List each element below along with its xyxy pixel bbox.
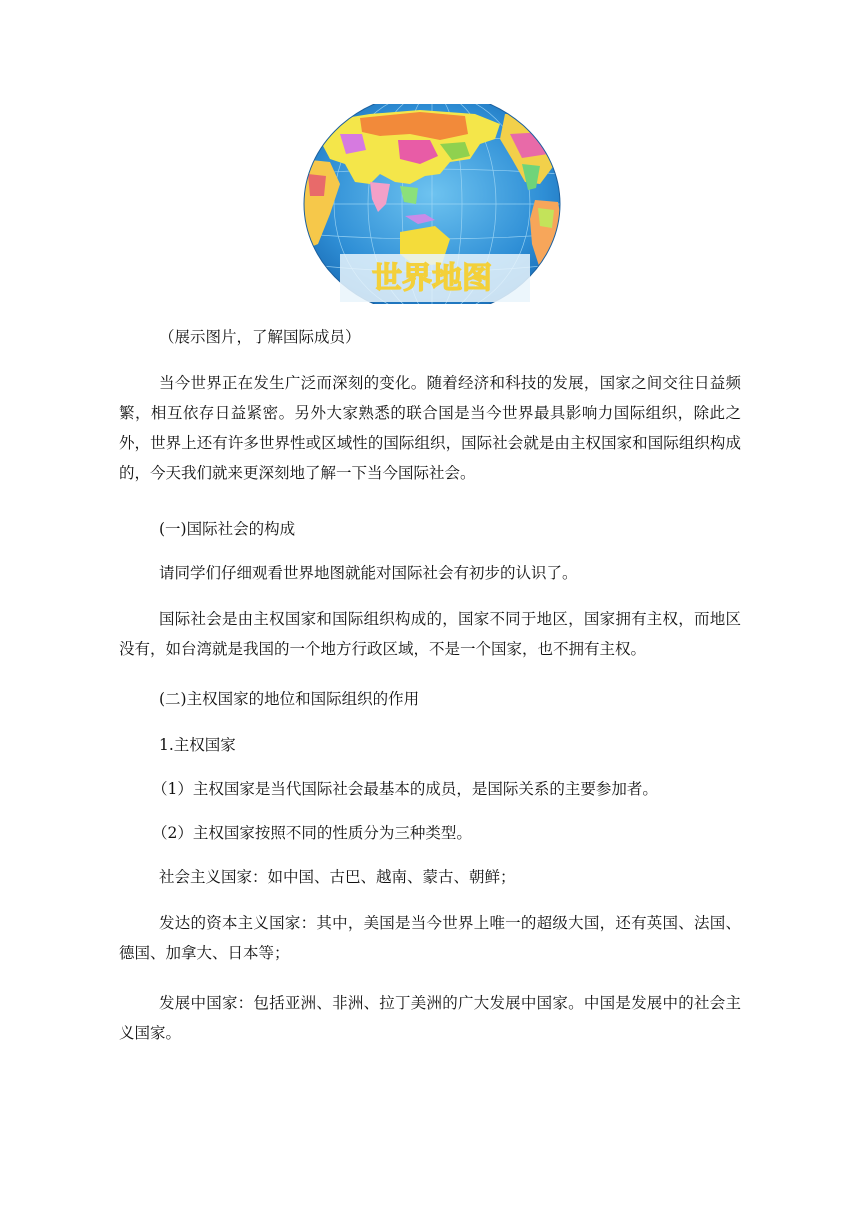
- section-heading-status: (二)主权国家的地位和国际组织的作用: [159, 690, 420, 708]
- point-2: （2）主权国家按照不同的性质分为三种类型。: [152, 824, 472, 842]
- section-heading-composition: (一)国际社会的构成: [159, 520, 296, 538]
- world-map-globe-icon: [300, 104, 564, 304]
- socialist-countries: 社会主义国家：如中国、古巴、越南、蒙古、朝鲜；: [159, 868, 516, 886]
- sub-heading-sovereign-state: 1.主权国家: [159, 736, 236, 754]
- figure-caption: （展示图片，了解国际成员）: [159, 328, 361, 346]
- intro-paragraph: 当今世界正在发生广泛而深刻的变化。随着经济和科技的发展，国家之间交往日益频繁，相互依存日益紧密。另外大家熟悉的联合国是当今世界最具影响力国际组织，除此之外，世界上还有许多世界性或区域性的国际组织，国际社会就是由主权国家和国际组织构成的，今天我们就来更深刻地了解一下当今国际社会。: [119, 374, 741, 482]
- capitalist-countries: 发达的资本主义国家：其中，美国是当今世界上唯一的超级大国，还有英国、法国、德国、加拿大、日本等；: [119, 914, 741, 962]
- developing-countries: 发展中国家：包括亚洲、非洲、拉丁美洲的广大发展中国家。中国是发展中的社会主义国家。: [119, 994, 741, 1042]
- world-map-image: [300, 104, 564, 304]
- map-title-art: 世界地图: [372, 261, 492, 296]
- observe-paragraph: 请同学们仔细观看世界地图就能对国际社会有初步的认识了。: [159, 564, 578, 582]
- point-1: （1）主权国家是当代国际社会最基本的成员，是国际关系的主要参加者。: [152, 780, 658, 798]
- composition-paragraph: 国际社会是由主权国家和国际组织构成的，国家不同于地区，国家拥有主权，而地区没有，如台湾就是我国的一个地方行政区域，不是一个国家，也不拥有主权。: [119, 610, 741, 658]
